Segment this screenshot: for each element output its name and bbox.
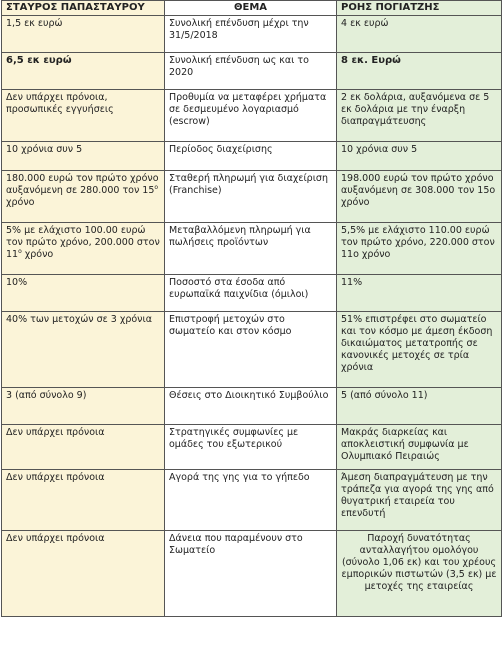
cell-thema: Σταθερή πληρωμή για διαχείριση (Franchise) <box>165 171 337 223</box>
cell-thema: Δάνεια που παραμένουν στο Σωματείο <box>165 531 337 617</box>
cell-thema: Συνολική επένδυση μέχρι την 31/5/2018 <box>165 16 337 53</box>
table-row <box>2 531 502 617</box>
cell-pogiatzis: 5,5% με ελάχιστο 110.00 ευρώ τον πρώτο χρόνο, 220.000 στον 11ο χρόνο <box>337 223 502 275</box>
cell-pogiatzis: 2 εκ δολάρια, αυξανόμενα σε 5 εκ δολάρια με την έναρξη διαπραγμάτευσης <box>337 90 502 142</box>
cell-papastavrou: Δεν υπάρχει πρόνοια <box>2 531 165 617</box>
table-row <box>2 53 502 90</box>
table-row <box>2 470 502 531</box>
cell-thema: Συνολική επένδυση ως και το 2020 <box>165 53 337 90</box>
cell-text: 5% με ελάχιστο 100.00 ευρώ τον πρώτο χρόνο, 200.000 στον 11 <box>6 225 160 260</box>
cell-thema: Αγορά της γης για το γήπεδο <box>165 470 337 531</box>
table-row <box>2 388 502 425</box>
cell-papastavrou: 10 χρόνια συν 5 <box>2 142 165 171</box>
ordinal-superscript: ο <box>154 183 159 191</box>
cell-text: χρόνο <box>6 197 35 208</box>
cell-pogiatzis: 51% επιστρέφει στο σωματείο και τον κόσμο με άμεση έκδοση δικαιώματος μετατροπής σε κανονικές μετοχές σε τρία χρόνια <box>337 312 502 388</box>
cell-papastavrou: 10% <box>2 275 165 312</box>
header-pogiatzis: ΡΟΗΣ ΠΟΓΙΑΤΖΗΣ <box>337 1 502 16</box>
table-row <box>2 275 502 312</box>
header-thema: ΘΕΜΑ <box>165 1 337 16</box>
cell-thema: Θέσεις στο Διοικητικό Συμβούλιο <box>165 388 337 425</box>
cell-pogiatzis: Παροχή δυνατότητας ανταλλαγήτου ομολόγου (σύνολο 1,06 εκ) και του χρέους εμπορικών πιστωτών (3,5 εκ) με μετοχές της εταιρείας <box>337 531 502 617</box>
cell-pogiatzis: 8 εκ. Ευρώ <box>337 53 502 90</box>
cell-papastavrou: 3 (από σύνολο 9) <box>2 388 165 425</box>
cell-papastavrou: Δεν υπάρχει πρόνοια, προσωπικές εγγυήσεις <box>2 90 165 142</box>
table-row <box>2 425 502 470</box>
cell-pogiatzis: 5 (από σύνολο 11) <box>337 388 502 425</box>
cell-thema: Περίοδος διαχείρισης <box>165 142 337 171</box>
table-row <box>2 171 502 223</box>
cell-thema: Επιστροφή μετοχών στο σωματείο και στον κόσμο <box>165 312 337 388</box>
cell-thema: Προθυμία να μεταφέρει χρήματα σε δεσμευμένο λογαριασμό (escrow) <box>165 90 337 142</box>
ordinal-superscript: ο <box>18 247 22 255</box>
cell-pogiatzis: Άμεση διαπραγμάτευση με την τράπεζα για αγορά της γης από θυγατρική εταιρεία του επενδυτή <box>337 470 502 531</box>
cell-papastavrou: 40% των μετοχών σε 3 χρόνια <box>2 312 165 388</box>
table-row <box>2 90 502 142</box>
cell-thema: Στρατηγικές συμφωνίες με ομάδες του εξωτερικού <box>165 425 337 470</box>
comparison-table <box>1 0 502 617</box>
cell-text: χρόνο <box>21 249 54 260</box>
header-papastavrou: ΣΤΑΥΡΟΣ ΠΑΠΑΣΤΑΥΡΟΥ <box>2 1 165 16</box>
cell-papastavrou: Δεν υπάρχει πρόνοια <box>2 425 165 470</box>
table-row <box>2 16 502 53</box>
cell-papastavrou: 1,5 εκ ευρώ <box>2 16 165 53</box>
cell-text: 180.000 ευρώ τον πρώτο χρόνο αυξανόμενη σε 280.000 τον 15 <box>6 173 159 196</box>
cell-papastavrou <box>2 223 165 275</box>
table-row <box>2 312 502 388</box>
cell-pogiatzis: 198.000 ευρώ τον πρώτο χρόνο αυξανόμενη σε 308.000 τον 15ο χρόνο <box>337 171 502 223</box>
table-row <box>2 223 502 275</box>
header-row <box>2 1 502 16</box>
cell-thema: Ποσοστό στα έσοδα από ευρωπαϊκά παιχνίδια (όμιλοι) <box>165 275 337 312</box>
table-row <box>2 142 502 171</box>
cell-pogiatzis: 10 χρόνια συν 5 <box>337 142 502 171</box>
cell-pogiatzis: 11% <box>337 275 502 312</box>
cell-thema: Μεταβαλλόμενη πληρωμή για πωλήσεις προϊόντων <box>165 223 337 275</box>
cell-papastavrou: 6,5 εκ ευρώ <box>2 53 165 90</box>
cell-pogiatzis: 4 εκ ευρώ <box>337 16 502 53</box>
cell-pogiatzis: Μακράς διαρκείας και αποκλειστική συμφωνία με Ολυμπιακό Πειραιώς <box>337 425 502 470</box>
cell-papastavrou: Δεν υπάρχει πρόνοια <box>2 470 165 531</box>
cell-papastavrou <box>2 171 165 223</box>
